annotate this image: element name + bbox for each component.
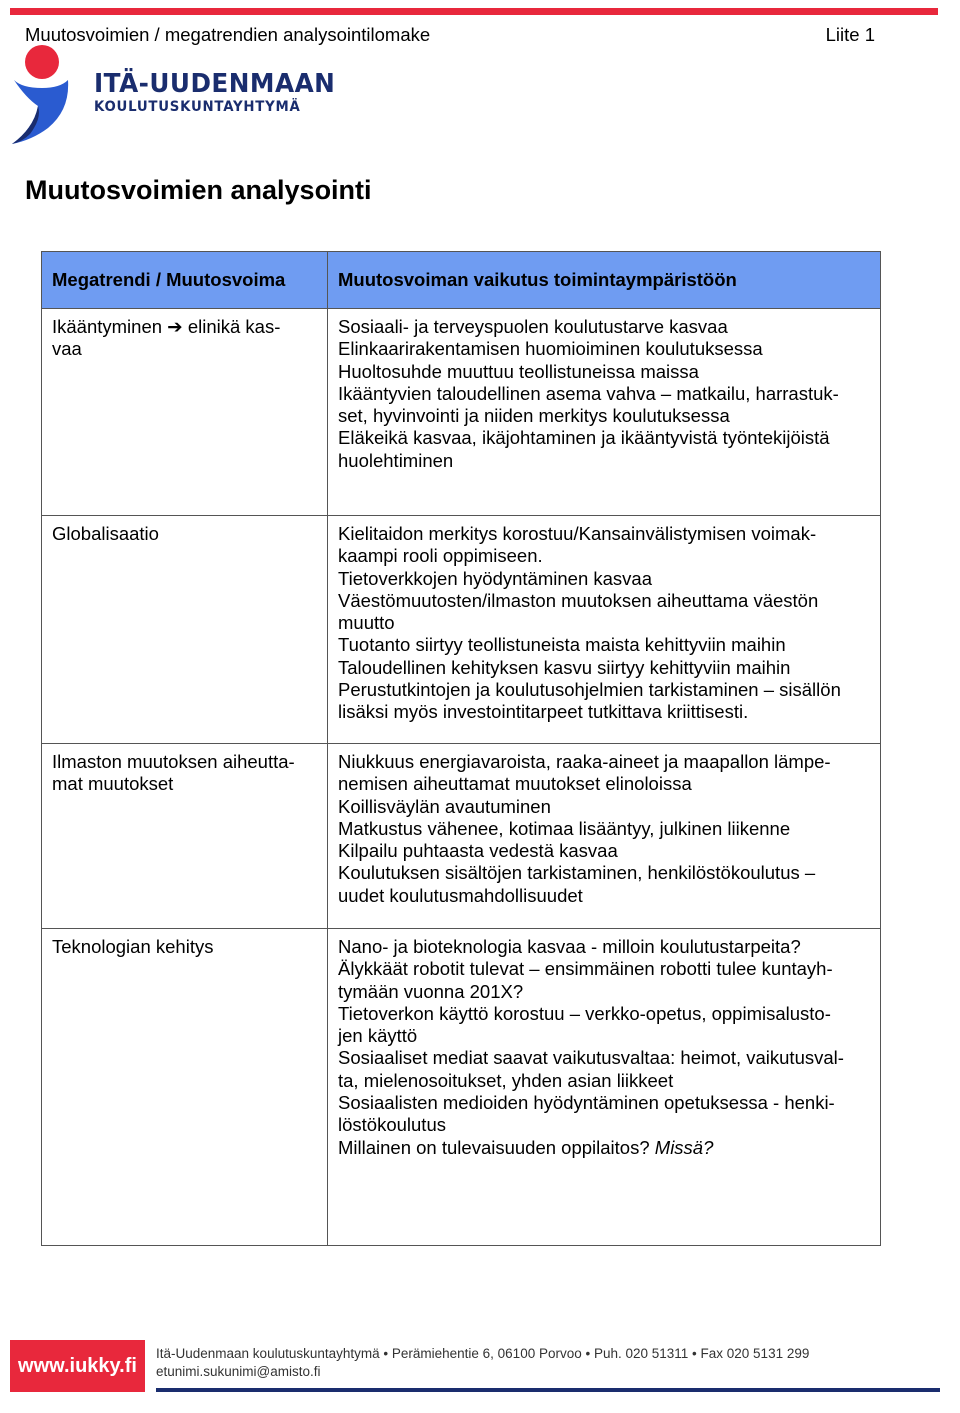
effect-cell (328, 309, 881, 516)
effect-line: Väestömuutosten/ilmaston muutoksen aiheuttama väestön (338, 589, 819, 611)
effect-line: nemisen aiheuttamat muutokset elinoloissa (338, 773, 692, 795)
effect-line: Tietoverkon käyttö korostuu – verkko-opetus, oppimisalusto- (338, 1002, 831, 1024)
effect-line: Sosiaaliset mediat saavat vaikutusvaltaa: heimot, vaikutusval- (338, 1047, 844, 1069)
table-row (42, 309, 881, 516)
trend-cell (42, 309, 328, 516)
effect-line: tymään vuonna 201X? (338, 980, 524, 1002)
logo-subtitle: KOULUTUSKUNTAYHTYMÄ (94, 99, 301, 115)
trend-line: vaa (52, 338, 82, 360)
effect-line: Älykkäät robotit tulevat – ensimmäinen robotti tulee kuntayh- (338, 958, 833, 980)
effect-line: huolehtiminen (338, 449, 454, 471)
effect-line: jen käyttö (338, 1025, 418, 1047)
page-footer (10, 1340, 930, 1392)
effect-line: muutto (338, 612, 395, 634)
document-title: Muutosvoimien / megatrendien analysointilomake (25, 24, 431, 45)
effect-line: Matkustus vähenee, kotimaa lisääntyy, julkinen liikenne (338, 817, 791, 839)
trend-line: Ilmaston muutoksen aiheutta- (52, 751, 295, 772)
effect-line: Ikääntyvien taloudellinen asema vahva – matkailu, harrastuk- (338, 382, 839, 404)
effect-line: Nano- ja bioteknologia kasvaa - milloin koulutustarpeita? (338, 936, 801, 957)
footer-website-link[interactable]: www.iukky.fi (10, 1340, 145, 1392)
effect-line: Elinkaarirakentamisen huomioiminen koulutuksessa (338, 338, 763, 360)
column-header-effect: Muutosvoiman vaikutus toimintaympäristöön (328, 252, 881, 309)
effect-line: Sosiaalisten medioiden hyödyntäminen opetuksessa - henki- (338, 1092, 835, 1114)
top-accent-stripe (10, 8, 938, 15)
attachment-label: Liite 1 (825, 24, 875, 45)
effect-line: Koillisväylän avautuminen (338, 795, 551, 817)
trend-cell (42, 744, 328, 929)
effect-line: Eläkeikä kasvaa, ikäjohtaminen ja ikääntyvistä työntekijöistä (338, 427, 830, 449)
effect-question: Millainen on tulevaisuuden oppilaitos? (338, 1136, 650, 1158)
trend-cell (42, 516, 328, 744)
logo-wordmark (94, 70, 348, 116)
effect-line: Kilpailu puhtaasta vedestä kasvaa (338, 840, 618, 862)
effect-line: kaampi rooli oppimiseen. (338, 545, 543, 567)
trend-line: Teknologian kehitys (52, 936, 214, 957)
trend-cell (42, 929, 328, 1246)
effect-line: Kielitaidon merkitys korostuu/Kansainvälistymisen voimak- (338, 523, 817, 544)
effect-line: Tuotanto siirtyy teollistuneista maista kehittyviin maihin (338, 634, 786, 656)
effect-question-italic: Missä? (654, 1136, 714, 1158)
effect-line: Niukkuus energiavaroista, raaka-aineet ja maapallon lämpe- (338, 751, 831, 772)
trend-line: Globalisaatio (52, 523, 159, 544)
logo-name: ITÄ-UUDENMAAN (94, 69, 336, 99)
footer-email[interactable]: etunimi.sukunimi@amisto.fi (156, 1364, 321, 1379)
footer-contact (156, 1345, 809, 1381)
effect-line: ta, mielenosoitukset, yhden asian liikkeet (338, 1069, 674, 1091)
effect-line: Perustutkintojen ja koulutusohjelmien tarkistaminen – sisällön (338, 679, 841, 701)
trend-line: mat muutokset (52, 773, 174, 795)
effect-line: set, hyvinvointi ja niiden merkitys koulutuksessa (338, 405, 730, 427)
effect-line: Tietoverkkojen hyödyntäminen kasvaa (338, 567, 652, 589)
table-row (42, 744, 881, 929)
footer-accent-bar (156, 1388, 940, 1392)
effect-line: lisäksi myös investointitarpeet tutkittava kriittisesti. (338, 701, 749, 723)
table-row (42, 516, 881, 744)
trend-line: Ikääntyminen ➔ elinikä kas- (52, 316, 281, 337)
effect-cell (328, 516, 881, 744)
page-title: Muutosvoimien analysointi (25, 175, 372, 205)
effect-line: Sosiaali- ja terveyspuolen koulutustarve kasvaa (338, 316, 728, 337)
logo-figure-icon (8, 40, 88, 148)
effect-line: löstökoulutus (338, 1114, 446, 1136)
effect-line (338, 1137, 870, 1159)
analysis-table (41, 251, 881, 1246)
column-header-trend: Megatrendi / Muutosvoima (42, 252, 328, 309)
effect-line: Huoltosuhde muuttuu teollistuneissa maissa (338, 360, 699, 382)
effect-line: uudet koulutusmahdollisuudet (338, 884, 583, 906)
effect-cell (328, 929, 881, 1246)
effect-cell (328, 744, 881, 929)
footer-address: Itä-Uudenmaan koulutuskuntayhtymä • Perämiehentie 6, 06100 Porvoo • Puh. 020 51311 • Fax 020 5131 299 (156, 1346, 810, 1361)
effect-line: Koulutuksen sisältöjen tarkistaminen, henkilöstökoulutus – (338, 862, 816, 884)
organization-logo (8, 40, 336, 148)
table-header-row (42, 252, 881, 309)
table-row (42, 929, 881, 1246)
effect-line: Taloudellinen kehityksen kasvu siirtyy kehittyviin maihin (338, 656, 791, 678)
